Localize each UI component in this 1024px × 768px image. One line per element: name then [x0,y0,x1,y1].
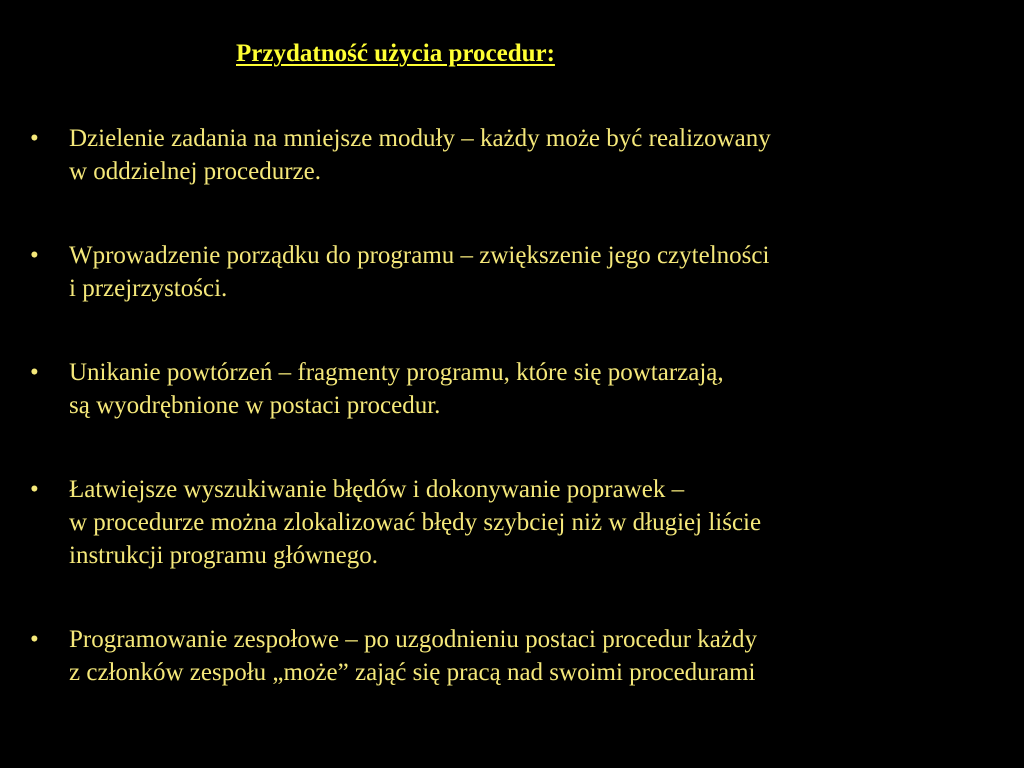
bullet-item [30,623,990,689]
bullet-marker-icon: • [30,476,39,503]
bullet-text-line: w procedurze można zlokalizować błędy szybciej niż w długiej liście [69,509,762,536]
bullet-marker-icon: • [30,626,39,653]
bullet-item [30,356,990,422]
bullet-text-line: Dzielenie zadania na mniejsze moduły – każdy może być realizowany [69,125,771,152]
bullet-text-line: Programowanie zespołowe – po uzgodnieniu postaci procedur każdy [69,626,757,653]
bullet-marker-icon: • [30,125,39,152]
bullet-text-line: z członków zespołu „może” zająć się pracą nad swoimi procedurami [69,659,756,686]
bullet-text-line: Unikanie powtórzeń – fragmenty programu, które się powtarzają, [69,359,724,386]
bullet-list [30,122,990,689]
bullet-item [30,239,990,305]
bullet-marker-icon: • [30,242,39,269]
bullet-item [30,122,990,188]
bullet-text-line: Wprowadzenie porządku do programu – zwiększenie jego czytelności [69,242,770,269]
bullet-marker-icon: • [30,359,39,386]
bullet-text-line: i przejrzystości. [69,275,228,302]
bullet-item [30,473,990,572]
bullet-text-line: instrukcji programu głównego. [69,542,378,569]
slide-title: Przydatność użycia procedur: [236,40,555,67]
bullet-text-line: w oddzielnej procedurze. [69,158,321,185]
bullet-text-line: są wyodrębnione w postaci procedur. [69,392,441,419]
bullet-text-line: Łatwiejsze wyszukiwanie błędów i dokonywanie poprawek – [69,476,685,503]
